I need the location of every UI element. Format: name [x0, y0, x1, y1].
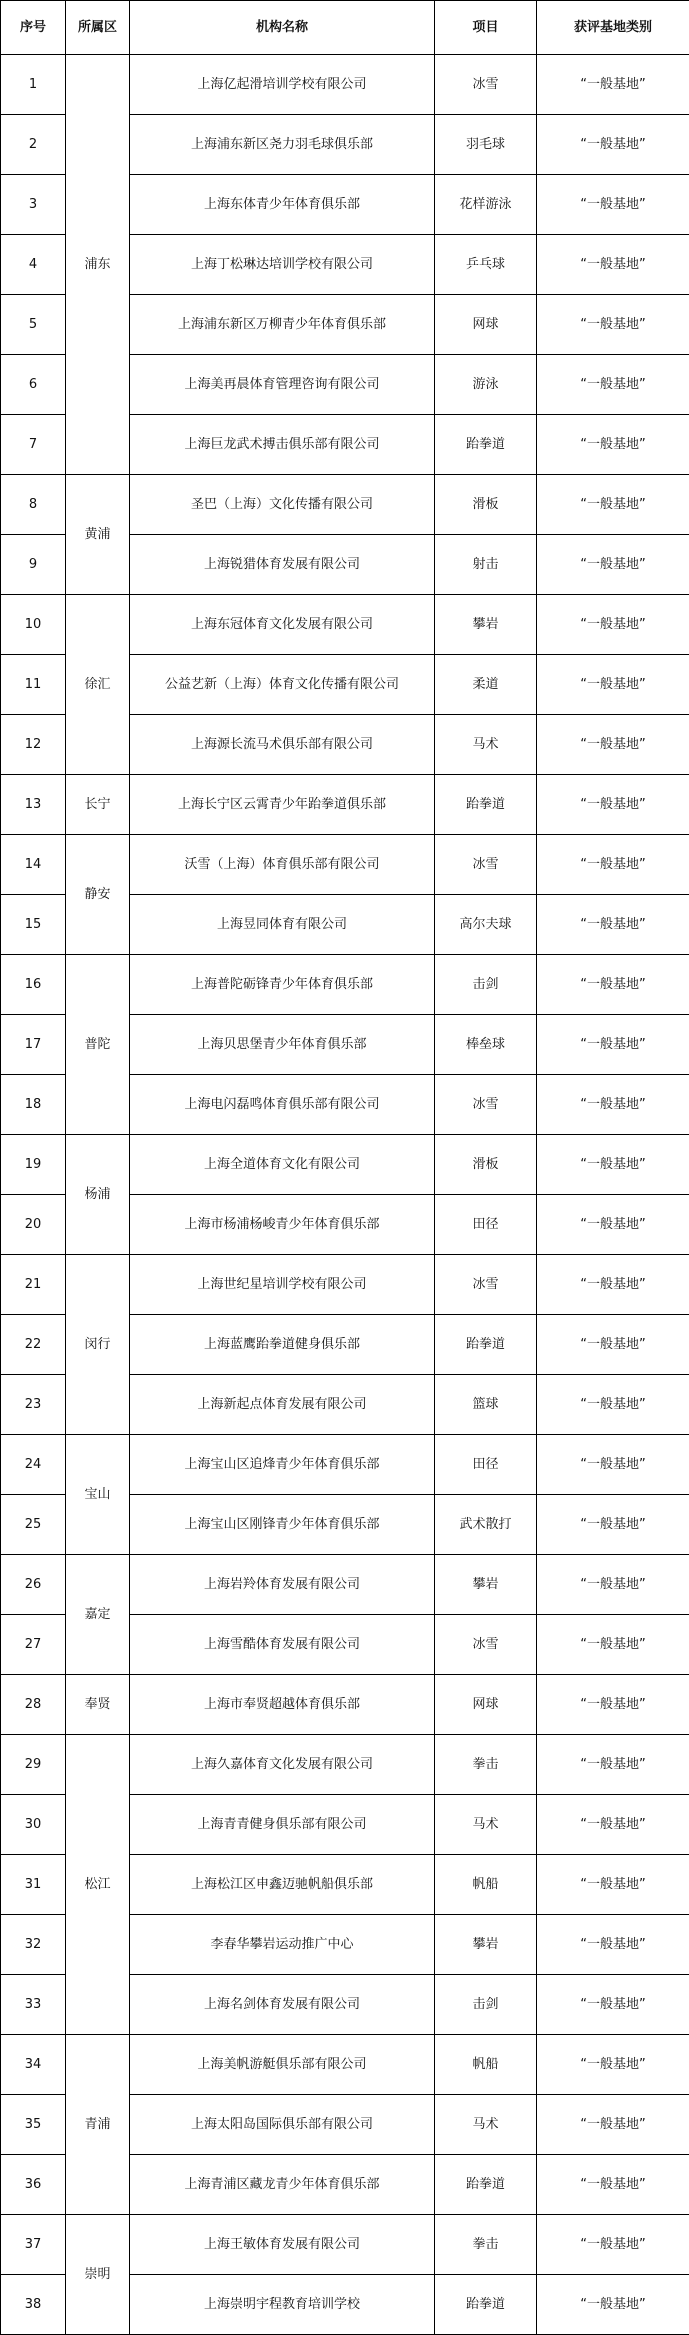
institution-name: 圣巴（上海）文化传播有限公司 [130, 475, 435, 535]
institution-name: 上海丁松琳达培训学校有限公司 [130, 235, 435, 295]
category-cell: “一般基地” [537, 2035, 689, 2095]
institution-name: 上海市奉贤超越体育俱乐部 [130, 1675, 435, 1735]
category-cell: “一般基地” [537, 1015, 689, 1075]
row-number: 17 [1, 1015, 66, 1075]
row-number: 20 [1, 1195, 66, 1255]
institution-name: 上海东体青少年体育俱乐部 [130, 175, 435, 235]
institution-name: 上海美再晨体育管理咨询有限公司 [130, 355, 435, 415]
category-cell: “一般基地” [537, 775, 689, 835]
table-body [1, 55, 689, 2335]
institution-name: 上海久嘉体育文化发展有限公司 [130, 1735, 435, 1795]
project-cell: 冰雪 [435, 1255, 537, 1315]
table-row [1, 1675, 689, 1735]
category-cell: “一般基地” [537, 2215, 689, 2275]
project-cell: 田径 [435, 1195, 537, 1255]
project-cell: 游泳 [435, 355, 537, 415]
project-cell: 乒乓球 [435, 235, 537, 295]
institution-name: 上海市杨浦杨峻青少年体育俱乐部 [130, 1195, 435, 1255]
category-cell: “一般基地” [537, 1555, 689, 1615]
category-cell: “一般基地” [537, 895, 689, 955]
category-cell: “一般基地” [537, 1915, 689, 1975]
category-cell: “一般基地” [537, 535, 689, 595]
district-cell: 浦东 [66, 55, 130, 475]
row-number: 4 [1, 235, 66, 295]
category-cell: “一般基地” [537, 2095, 689, 2155]
category-cell: “一般基地” [537, 595, 689, 655]
institution-name: 上海青青健身俱乐部有限公司 [130, 1795, 435, 1855]
project-cell: 冰雪 [435, 55, 537, 115]
header-row [1, 1, 689, 55]
category-cell: “一般基地” [537, 475, 689, 535]
category-cell: “一般基地” [537, 1255, 689, 1315]
table-row [1, 1135, 689, 1195]
row-number: 10 [1, 595, 66, 655]
category-cell: “一般基地” [537, 295, 689, 355]
project-cell: 拳击 [435, 1735, 537, 1795]
category-cell: “一般基地” [537, 655, 689, 715]
row-number: 32 [1, 1915, 66, 1975]
project-cell: 冰雪 [435, 835, 537, 895]
header-number: 序号 [1, 1, 66, 55]
table-row [1, 775, 689, 835]
row-number: 34 [1, 2035, 66, 2095]
row-number: 13 [1, 775, 66, 835]
project-cell: 冰雪 [435, 1075, 537, 1135]
project-cell: 跆拳道 [435, 1315, 537, 1375]
category-cell: “一般基地” [537, 715, 689, 775]
project-cell: 帆船 [435, 1855, 537, 1915]
category-cell: “一般基地” [537, 1615, 689, 1675]
project-cell: 击剑 [435, 955, 537, 1015]
row-number: 28 [1, 1675, 66, 1735]
institution-name: 沃雪（上海）体育俱乐部有限公司 [130, 835, 435, 895]
row-number: 23 [1, 1375, 66, 1435]
project-cell: 篮球 [435, 1375, 537, 1435]
institution-name: 上海太阳岛国际俱乐部有限公司 [130, 2095, 435, 2155]
category-cell: “一般基地” [537, 175, 689, 235]
district-cell: 普陀 [66, 955, 130, 1135]
institution-name: 上海浦东新区万柳青少年体育俱乐部 [130, 295, 435, 355]
institution-name: 李春华攀岩运动推广中心 [130, 1915, 435, 1975]
table-row [1, 2215, 689, 2275]
category-cell: “一般基地” [537, 1975, 689, 2035]
district-cell: 宝山 [66, 1435, 130, 1555]
project-cell: 攀岩 [435, 1555, 537, 1615]
district-cell: 嘉定 [66, 1555, 130, 1675]
category-cell: “一般基地” [537, 2275, 689, 2335]
row-number: 22 [1, 1315, 66, 1375]
row-number: 1 [1, 55, 66, 115]
table-row [1, 1435, 689, 1495]
row-number: 11 [1, 655, 66, 715]
project-cell: 网球 [435, 1675, 537, 1735]
row-number: 5 [1, 295, 66, 355]
row-number: 24 [1, 1435, 66, 1495]
institution-name: 上海宝山区刚锋青少年体育俱乐部 [130, 1495, 435, 1555]
institution-name: 上海电闪磊鸣体育俱乐部有限公司 [130, 1075, 435, 1135]
row-number: 38 [1, 2275, 66, 2335]
row-number: 36 [1, 2155, 66, 2215]
row-number: 6 [1, 355, 66, 415]
category-cell: “一般基地” [537, 1855, 689, 1915]
institution-name: 上海崇明宇程教育培训学校 [130, 2275, 435, 2335]
category-cell: “一般基地” [537, 55, 689, 115]
institution-name: 上海松江区申鑫迈驰帆船俱乐部 [130, 1855, 435, 1915]
institution-name: 上海普陀砺锋青少年体育俱乐部 [130, 955, 435, 1015]
district-cell: 松江 [66, 1735, 130, 2035]
project-cell: 冰雪 [435, 1615, 537, 1675]
category-cell: “一般基地” [537, 1315, 689, 1375]
institution-name: 上海东冠体育文化发展有限公司 [130, 595, 435, 655]
project-cell: 柔道 [435, 655, 537, 715]
project-cell: 马术 [435, 715, 537, 775]
table-row [1, 1555, 689, 1615]
row-number: 16 [1, 955, 66, 1015]
header-district: 所属区 [66, 1, 130, 55]
category-cell: “一般基地” [537, 955, 689, 1015]
header-institution-name: 机构名称 [130, 1, 435, 55]
category-cell: “一般基地” [537, 1495, 689, 1555]
row-number: 31 [1, 1855, 66, 1915]
project-cell: 跆拳道 [435, 2155, 537, 2215]
district-cell: 崇明 [66, 2215, 130, 2335]
project-cell: 拳击 [435, 2215, 537, 2275]
category-cell: “一般基地” [537, 1435, 689, 1495]
category-cell: “一般基地” [537, 1375, 689, 1435]
project-cell: 羽毛球 [435, 115, 537, 175]
row-number: 29 [1, 1735, 66, 1795]
category-cell: “一般基地” [537, 1735, 689, 1795]
category-cell: “一般基地” [537, 1195, 689, 1255]
row-number: 35 [1, 2095, 66, 2155]
institution-name: 上海全道体育文化有限公司 [130, 1135, 435, 1195]
row-number: 15 [1, 895, 66, 955]
district-cell: 长宁 [66, 775, 130, 835]
header-base-category: 获评基地类别 [537, 1, 689, 55]
category-cell: “一般基地” [537, 835, 689, 895]
table-row [1, 955, 689, 1015]
institution-name: 上海宝山区追烽青少年体育俱乐部 [130, 1435, 435, 1495]
category-cell: “一般基地” [537, 415, 689, 475]
category-cell: “一般基地” [537, 2155, 689, 2215]
institution-name: 上海青浦区藏龙青少年体育俱乐部 [130, 2155, 435, 2215]
table-row [1, 835, 689, 895]
project-cell: 击剑 [435, 1975, 537, 2035]
table-row [1, 595, 689, 655]
project-cell: 攀岩 [435, 1915, 537, 1975]
project-cell: 马术 [435, 1795, 537, 1855]
table-row [1, 475, 689, 535]
institution-name: 公益艺新（上海）体育文化传播有限公司 [130, 655, 435, 715]
project-cell: 花样游泳 [435, 175, 537, 235]
district-cell: 杨浦 [66, 1135, 130, 1255]
district-cell: 青浦 [66, 2035, 130, 2215]
row-number: 8 [1, 475, 66, 535]
institution-name: 上海浦东新区尧力羽毛球俱乐部 [130, 115, 435, 175]
institution-name: 上海蓝鹰跆拳道健身俱乐部 [130, 1315, 435, 1375]
district-cell: 黄浦 [66, 475, 130, 595]
project-cell: 滑板 [435, 475, 537, 535]
row-number: 26 [1, 1555, 66, 1615]
institution-name: 上海新起点体育发展有限公司 [130, 1375, 435, 1435]
table-row [1, 2035, 689, 2095]
table-row [1, 1735, 689, 1795]
institution-name: 上海亿起滑培训学校有限公司 [130, 55, 435, 115]
row-number: 21 [1, 1255, 66, 1315]
category-cell: “一般基地” [537, 1135, 689, 1195]
row-number: 27 [1, 1615, 66, 1675]
project-cell: 武术散打 [435, 1495, 537, 1555]
table-row [1, 1255, 689, 1315]
institution-name: 上海名剑体育发展有限公司 [130, 1975, 435, 2035]
institution-name: 上海美帆游艇俱乐部有限公司 [130, 2035, 435, 2095]
project-cell: 攀岩 [435, 595, 537, 655]
row-number: 9 [1, 535, 66, 595]
project-cell: 田径 [435, 1435, 537, 1495]
institution-name: 上海源长流马术俱乐部有限公司 [130, 715, 435, 775]
institution-name: 上海贝思堡青少年体育俱乐部 [130, 1015, 435, 1075]
district-cell: 静安 [66, 835, 130, 955]
project-cell: 跆拳道 [435, 2275, 537, 2335]
district-cell: 闵行 [66, 1255, 130, 1435]
row-number: 37 [1, 2215, 66, 2275]
project-cell: 射击 [435, 535, 537, 595]
category-cell: “一般基地” [537, 235, 689, 295]
project-cell: 网球 [435, 295, 537, 355]
institution-name: 上海王敏体育发展有限公司 [130, 2215, 435, 2275]
project-cell: 棒垒球 [435, 1015, 537, 1075]
project-cell: 帆船 [435, 2035, 537, 2095]
table-row [1, 55, 689, 115]
row-number: 14 [1, 835, 66, 895]
row-number: 3 [1, 175, 66, 235]
institution-name: 上海岩羚体育发展有限公司 [130, 1555, 435, 1615]
district-cell: 奉贤 [66, 1675, 130, 1735]
row-number: 18 [1, 1075, 66, 1135]
district-cell: 徐汇 [66, 595, 130, 775]
institution-name: 上海世纪星培训学校有限公司 [130, 1255, 435, 1315]
category-cell: “一般基地” [537, 1675, 689, 1735]
project-cell: 跆拳道 [435, 415, 537, 475]
row-number: 19 [1, 1135, 66, 1195]
row-number: 30 [1, 1795, 66, 1855]
row-number: 33 [1, 1975, 66, 2035]
institution-name: 上海长宁区云霄青少年跆拳道俱乐部 [130, 775, 435, 835]
project-cell: 滑板 [435, 1135, 537, 1195]
row-number: 2 [1, 115, 66, 175]
institution-name: 上海昱同体育有限公司 [130, 895, 435, 955]
category-cell: “一般基地” [537, 1075, 689, 1135]
project-cell: 跆拳道 [435, 775, 537, 835]
category-cell: “一般基地” [537, 115, 689, 175]
row-number: 7 [1, 415, 66, 475]
row-number: 12 [1, 715, 66, 775]
project-cell: 马术 [435, 2095, 537, 2155]
institution-name: 上海锐猎体育发展有限公司 [130, 535, 435, 595]
category-cell: “一般基地” [537, 1795, 689, 1855]
institution-name: 上海雪酷体育发展有限公司 [130, 1615, 435, 1675]
header-project: 项目 [435, 1, 537, 55]
project-cell: 高尔夫球 [435, 895, 537, 955]
category-cell: “一般基地” [537, 355, 689, 415]
row-number: 25 [1, 1495, 66, 1555]
institution-name: 上海巨龙武术搏击俱乐部有限公司 [130, 415, 435, 475]
